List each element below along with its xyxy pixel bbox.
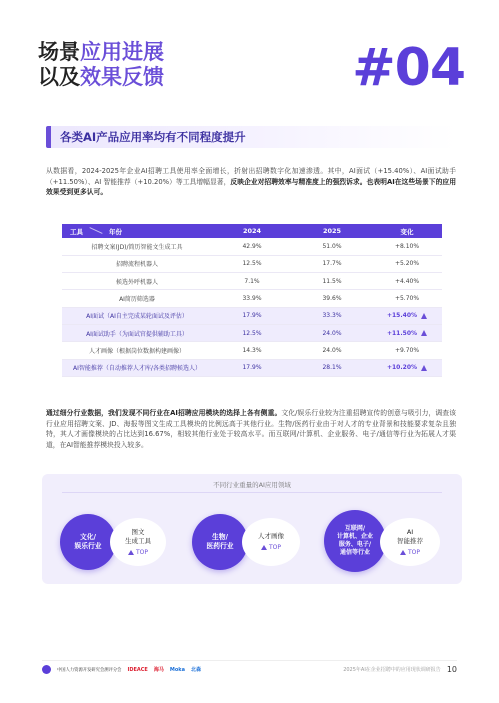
banner-accent-bar <box>46 126 51 148</box>
table-header-row <box>62 224 442 238</box>
table-cell-change-text: +4.40% <box>394 277 420 285</box>
table-body <box>62 238 442 376</box>
header-change: 变化 <box>372 224 442 238</box>
header-divider <box>89 227 102 234</box>
up-arrow-icon <box>421 313 427 319</box>
table-row <box>62 342 442 359</box>
table-cell-change <box>372 238 442 255</box>
table-cell-tool-text: AI智能推荐（自动推荐人才库/各类招聘候选人） <box>73 365 201 373</box>
industry-diagram <box>42 474 462 584</box>
header-tool-year <box>62 224 212 238</box>
table-cell-tool-text: 候选外呼机器人 <box>115 278 158 286</box>
table-cell-2024 <box>212 342 292 359</box>
footer-logo-3: 海马 <box>153 667 164 673</box>
table-cell-2025-text: 24.0% <box>322 329 342 337</box>
table-cell-change-text: +11.50% <box>386 329 418 337</box>
top-tag <box>128 548 148 557</box>
table-cell-tool <box>62 307 212 324</box>
table-cell-2025-text: 33.3% <box>322 312 342 320</box>
table-cell-2024-text: 17.9% <box>242 312 262 320</box>
table-cell-tool <box>62 324 212 341</box>
table-cell-change-text: +9.70% <box>394 346 420 354</box>
section-title: 各类AI产品应用率均有不同程度提升 <box>60 130 246 144</box>
table-cell-tool-text: AI面试（AI自主完成某轮面试及评估） <box>86 313 188 321</box>
title-line2-accent: 效果反馈 <box>80 65 164 89</box>
footer-logo-2: IDEACE <box>127 666 148 673</box>
table-cell-2024 <box>212 273 292 290</box>
table-cell-change <box>372 359 442 376</box>
org-logo-icon <box>42 665 51 674</box>
table-row <box>62 359 442 376</box>
table-cell-2024-text: 17.9% <box>242 364 262 372</box>
table-cell-tool <box>62 290 212 307</box>
page-number: 10 <box>446 665 457 674</box>
module-circle <box>110 518 166 566</box>
footer-logo-4: Moka <box>169 666 185 673</box>
up-arrow-icon <box>421 365 427 371</box>
table-cell-change-text: +5.20% <box>394 260 420 268</box>
table-cell-change-text: +8.10% <box>394 242 420 250</box>
table-cell-2025-text: 39.6% <box>322 295 342 303</box>
analysis-paragraph <box>46 408 456 450</box>
up-triangle-icon <box>261 545 267 550</box>
table-cell-2025 <box>292 238 372 255</box>
table-cell-2025 <box>292 359 372 376</box>
table-cell-2025 <box>292 324 372 341</box>
table-cell-tool <box>62 359 212 376</box>
intro-bold: 反映企业对招聘效率与精准度上的强烈诉求。也表明AI在这些场景下的应用效果受到更多认可。 <box>46 177 456 196</box>
table-cell-2024 <box>212 238 292 255</box>
table-cell-tool <box>62 238 212 255</box>
diagram-group-internet <box>324 514 454 574</box>
module-label: AI 智能推荐 <box>397 527 423 545</box>
table-cell-2024-text: 14.3% <box>242 346 262 354</box>
table-cell-2024 <box>212 290 292 307</box>
table-cell-change-text: +10.20% <box>386 364 418 372</box>
intro-paragraph <box>46 166 456 198</box>
top-tag-label: TOP <box>135 548 148 556</box>
top-tag <box>400 548 420 557</box>
diagram-label: 不同行业重量的AI应用领域 <box>213 481 291 489</box>
table-row <box>62 255 442 272</box>
table-row <box>62 290 442 307</box>
top-tag-label: TOP <box>407 548 420 556</box>
table-cell-2024 <box>212 255 292 272</box>
industry-circle: 互联网/ 计算机、企业 服务、电子/ 通信等行业 <box>324 510 386 572</box>
table-cell-tool <box>62 342 212 359</box>
usage-table <box>62 224 442 377</box>
table-cell-change <box>372 342 442 359</box>
table-cell-2025 <box>292 342 372 359</box>
report-name: 2025年AI在企业招聘中的应用现状调研报告 <box>343 667 441 673</box>
analysis-text: 文化/娱乐行业较为注重招聘宣传的创意与吸引力，调查该行业应用招聘文案、JD、海报等图文生成工具模块的比例远高于其他行业。生物/医药行业由于对人才的专业背景和技能要求复杂且独特，其人才画像模块的占比达到16.67%，相较其他行业处于较高水平。而互联网/计算机、企业服务、电子/通信等行业为拓展人才渠道，在AI智能推荐模块投入较多。 <box>46 409 456 449</box>
table-cell-tool-text: 人才画像（根据岗位数据构建画像） <box>88 347 185 355</box>
top-tag <box>261 543 281 552</box>
header-tool: 工具 <box>70 227 83 236</box>
table-cell-tool-text: 招聘文案(JD)/简历智能文生成工具 <box>91 243 183 251</box>
module-circle <box>380 518 440 566</box>
up-arrow-icon <box>421 330 427 336</box>
footer-right <box>343 665 457 674</box>
intro-text: 从数据看，2024-2025年企业AI招聘工具使用率全面增长，折射出招聘数字化加速渗透。其中，AI面试（+15.40%）、AI面试助手（+11.50%）、AI 智能推荐（+10.20%）等工具增幅显著， <box>46 167 456 186</box>
industry-circle: 生物/ 医药行业 <box>192 514 248 570</box>
footer-logos <box>42 665 201 674</box>
table-cell-2024-text: 7.1% <box>244 277 260 285</box>
footer-divider <box>42 660 457 661</box>
table-cell-2024-text: 12.5% <box>242 260 262 268</box>
up-triangle-icon <box>128 550 134 555</box>
table-row <box>62 238 442 255</box>
table-cell-tool-text: AI面试助手（为面试官提供辅助工具） <box>86 330 188 338</box>
up-triangle-icon <box>400 550 406 555</box>
table-cell-2025-text: 17.7% <box>322 260 342 268</box>
diagram-divider <box>62 492 442 493</box>
header-2024: 2024 <box>212 224 292 238</box>
table-cell-change <box>372 290 442 307</box>
table-cell-change <box>372 307 442 324</box>
table-cell-2024-text: 33.9% <box>242 295 262 303</box>
title-line1-accent: 应用进展 <box>80 40 164 64</box>
module-circle <box>242 518 300 566</box>
table-cell-2025 <box>292 273 372 290</box>
table-row <box>62 324 442 341</box>
table-cell-2024 <box>212 324 292 341</box>
table-cell-2024 <box>212 359 292 376</box>
diagram-group-bio <box>192 514 312 574</box>
header-year: 年份 <box>109 227 122 236</box>
table-cell-2025 <box>292 255 372 272</box>
module-label: 图文 生成工具 <box>125 527 151 545</box>
table-cell-2024 <box>212 307 292 324</box>
table-cell-2024-text: 42.9% <box>242 242 262 250</box>
analysis-bold: 通过细分行业数据，我们发现不同行业在AI招聘应用模块的选择上各有侧重。 <box>46 409 282 417</box>
chapter-number: #04 <box>352 38 465 98</box>
table-row <box>62 273 442 290</box>
table-cell-2025 <box>292 290 372 307</box>
title-line2-plain: 以及 <box>38 65 80 89</box>
diagram-group-culture <box>60 514 180 574</box>
title-line1-plain: 场景 <box>38 40 80 64</box>
table-row <box>62 307 442 324</box>
table-cell-2025-text: 28.1% <box>322 364 342 372</box>
footer-logo-5: 北森 <box>190 667 201 673</box>
industry-circle: 文化/ 娱乐行业 <box>60 514 116 570</box>
section-banner <box>46 126 456 148</box>
page-title <box>38 40 164 90</box>
table-cell-tool-text: AI简历筛选器 <box>119 296 155 304</box>
table-cell-2025-text: 11.5% <box>322 277 342 285</box>
table-cell-2025-text: 24.0% <box>322 346 342 354</box>
table-cell-tool <box>62 255 212 272</box>
footer-logo-1: 中国人力资源开发研究会测评分会 <box>57 667 122 673</box>
table-cell-change-text: +5.70% <box>394 295 420 303</box>
table-cell-change <box>372 255 442 272</box>
table-cell-tool-text: 招聘流程机器人 <box>115 261 158 269</box>
module-label: 人才画像 <box>258 532 284 540</box>
top-tag-label: TOP <box>268 544 281 551</box>
table-cell-tool <box>62 273 212 290</box>
table-cell-change <box>372 324 442 341</box>
table-cell-2025 <box>292 307 372 324</box>
table-cell-change <box>372 273 442 290</box>
table-cell-change-text: +15.40% <box>386 312 418 320</box>
table-cell-2024-text: 12.5% <box>242 329 262 337</box>
table-cell-2025-text: 51.0% <box>322 242 342 250</box>
header-2025: 2025 <box>292 224 372 238</box>
